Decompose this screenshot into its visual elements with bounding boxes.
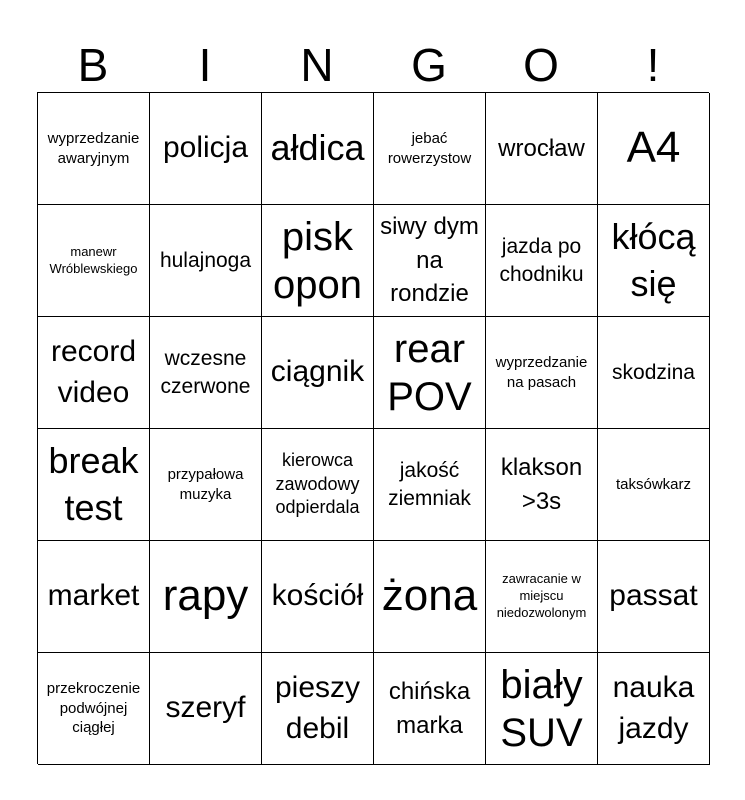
cell-label: klakson >3s bbox=[500, 453, 583, 515]
cell-label: ciągnik bbox=[270, 355, 365, 389]
cell-label: przypałowa muzyka bbox=[167, 466, 244, 503]
bingo-cell[interactable] bbox=[374, 205, 486, 317]
cell-label: biały SUV bbox=[500, 662, 583, 755]
cell-label: szeryf bbox=[165, 691, 246, 725]
cell-label: wyprzedzanie na pasach bbox=[495, 354, 588, 391]
bingo-cell[interactable] bbox=[262, 653, 374, 765]
bingo-cell[interactable] bbox=[598, 205, 710, 317]
bingo-cell[interactable] bbox=[38, 541, 150, 653]
header-letter: I bbox=[198, 39, 212, 91]
bingo-cell[interactable] bbox=[374, 429, 486, 541]
header-letter: O bbox=[523, 39, 559, 91]
cell-label: passat bbox=[609, 579, 698, 613]
cell-label: rapy bbox=[162, 571, 249, 621]
bingo-cell[interactable] bbox=[598, 541, 710, 653]
bingo-cell[interactable] bbox=[598, 429, 710, 541]
cell-label: wczesne czerwone bbox=[160, 347, 251, 398]
header-letter: N bbox=[300, 39, 334, 91]
cell-label: wyprzedzanie awaryjnym bbox=[47, 130, 140, 167]
bingo-cell[interactable] bbox=[150, 541, 262, 653]
bingo-cell[interactable] bbox=[150, 317, 262, 429]
cell-label: kościół bbox=[271, 579, 364, 613]
bingo-cell[interactable] bbox=[486, 205, 598, 317]
bingo-cell[interactable] bbox=[262, 93, 374, 205]
bingo-cell[interactable] bbox=[374, 317, 486, 429]
bingo-cell[interactable] bbox=[486, 429, 598, 541]
bingo-cell[interactable] bbox=[374, 93, 486, 205]
cell-label: ałdica bbox=[270, 127, 365, 169]
cell-label: skodzina bbox=[612, 360, 695, 384]
cell-label: jazda po chodniku bbox=[499, 235, 584, 286]
bingo-cell[interactable] bbox=[150, 429, 262, 541]
bingo-cell[interactable] bbox=[262, 317, 374, 429]
bingo-cell[interactable] bbox=[150, 205, 262, 317]
cell-label: rear POV bbox=[387, 326, 472, 419]
cell-label: siwy dym na rondzie bbox=[380, 213, 479, 308]
cell-label: przekroczenie podwójnej ciągłej bbox=[46, 680, 141, 737]
bingo-cell[interactable] bbox=[262, 541, 374, 653]
cell-label: hulajnoga bbox=[159, 248, 252, 272]
bingo-cell[interactable] bbox=[598, 93, 710, 205]
cell-label: taksówkarz bbox=[615, 475, 692, 493]
bingo-cell[interactable] bbox=[262, 205, 374, 317]
bingo-cell[interactable] bbox=[486, 93, 598, 205]
bingo-cell[interactable] bbox=[38, 429, 150, 541]
cell-label: jakość ziemniak bbox=[388, 459, 471, 510]
bingo-cell[interactable] bbox=[486, 541, 598, 653]
cell-label: pieszy debil bbox=[274, 671, 361, 745]
cell-label: zawracanie w miejscu niedozwolonym bbox=[496, 571, 587, 620]
bingo-header bbox=[37, 38, 709, 92]
bingo-cell[interactable] bbox=[150, 653, 262, 765]
bingo-cell[interactable] bbox=[598, 653, 710, 765]
header-letter: ! bbox=[646, 39, 660, 91]
bingo-cell[interactable] bbox=[374, 653, 486, 765]
cell-label: nauka jazdy bbox=[612, 671, 695, 745]
cell-label: kłócą się bbox=[611, 215, 696, 304]
bingo-cell[interactable] bbox=[262, 429, 374, 541]
cell-label: kierowca zawodowy odpierdala bbox=[275, 450, 360, 518]
bingo-grid bbox=[37, 92, 709, 764]
bingo-cell[interactable] bbox=[150, 93, 262, 205]
bingo-cell[interactable] bbox=[486, 317, 598, 429]
cell-label: żona bbox=[381, 571, 478, 621]
cell-label: jebać rowerzystow bbox=[387, 130, 472, 167]
cell-label: pisk opon bbox=[273, 214, 362, 307]
cell-label: wrocław bbox=[498, 134, 585, 162]
bingo-cell[interactable] bbox=[374, 541, 486, 653]
cell-label: break test bbox=[48, 439, 139, 528]
bingo-cell[interactable] bbox=[38, 205, 150, 317]
cell-label: A4 bbox=[626, 123, 681, 173]
cell-label: manewr Wróblewskiego bbox=[49, 243, 138, 276]
bingo-cell[interactable] bbox=[38, 93, 150, 205]
bingo-cell[interactable] bbox=[486, 653, 598, 765]
header-letter: G bbox=[411, 39, 447, 91]
cell-label: record video bbox=[50, 335, 137, 409]
bingo-cell[interactable] bbox=[38, 317, 150, 429]
cell-label: market bbox=[47, 579, 140, 613]
header-letter: B bbox=[77, 39, 109, 91]
cell-label: policja bbox=[162, 131, 249, 165]
cell-label: chińska marka bbox=[388, 677, 471, 739]
bingo-cell[interactable] bbox=[598, 317, 710, 429]
bingo-cell[interactable] bbox=[38, 653, 150, 765]
